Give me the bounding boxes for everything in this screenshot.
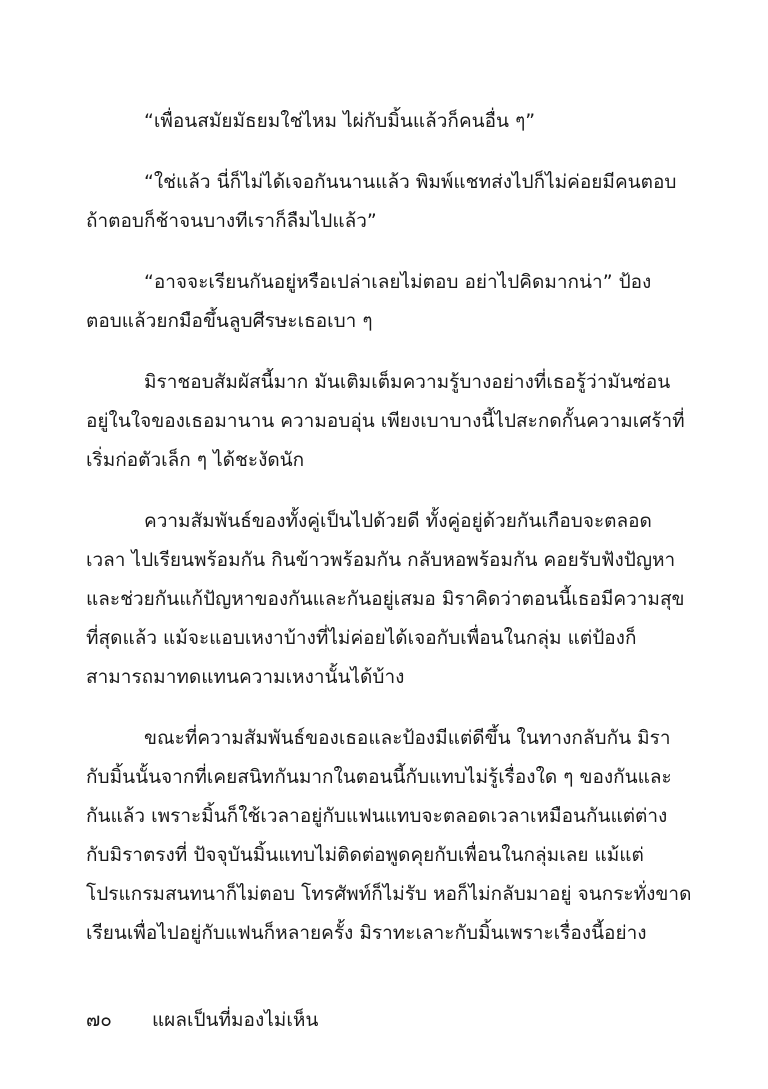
text-line: เวลา ไปเรียนพร้อมกัน กินข้าวพร้อมกัน กลับหอพร้อมกัน คอยรับฟังปัญหา [86, 549, 676, 571]
text-line: มิราชอบสัมผัสนี้มาก มันเติมเต็มความรู้บางอย่างที่เธอรู้ว่ามันซ่อน [144, 371, 671, 393]
text-line: อยู่ในใจของเธอมานาน ความอบอุ่น เพียงเบาบางนี้ไปสะกดกั้นความเศร้าที่ [86, 410, 685, 432]
book-title: แผลเป็นที่มองไม่เห็น [151, 1009, 319, 1031]
text-line: ที่สุดแล้ว แม้จะแอบเหงาบ้างที่ไม่ค่อยได้เจอกับเพื่อนในกลุ่ม แต่ป้องก็ [86, 627, 637, 649]
text-line: ความสัมพันธ์ของทั้งคู่เป็นไปด้วยดี ทั้งคู่อยู่ด้วยกันเกือบจะตลอด [144, 510, 652, 532]
text-line: “ใช่แล้ว นี่ก็ไม่ได้เจอกันนานแล้ว พิมพ์แชทส่งไปก็ไม่ค่อยมีคนตอบ [144, 171, 677, 193]
text-line: “อาจจะเรียนกันอยู่หรือเปล่าเลยไม่ตอบ อย่าไปคิดมากน่า” ป้อง [144, 271, 652, 293]
text-line: และช่วยกันแก้ปัญหาของกันและกันอยู่เสมอ มิราคิดว่าตอนนี้เธอมีความสุข [86, 588, 685, 610]
text-line: เรียนเพื่อไปอยู่กับแฟนก็หลายครั้ง มิราทะเลาะกับมิ้นเพราะเรื่องนี้อย่าง [86, 922, 647, 944]
text-line: กันแล้ว เพราะมิ้นก็ใช้เวลาอยู่กับแฟนแทบจะตลอดเวลาเหมือนกันแต่ต่าง [86, 805, 668, 827]
page-footer [86, 1006, 318, 1034]
paragraph-3 [86, 263, 666, 341]
text-line: โปรแกรมสนทนาก็ไม่ตอบ โทรศัพท์ก็ไม่รับ หอก็ไม่กลับมาอยู่ จนกระทั่งขาด [86, 883, 692, 905]
paragraph-2 [86, 163, 677, 241]
paragraph-6 [86, 719, 692, 953]
paragraph-4 [86, 363, 685, 480]
text-line: กับมิ้นนั้นจากที่เคยสนิทกันมากในตอนนี้กับแทบไม่รู้เรื่องใด ๆ ของกันและ [86, 766, 672, 788]
page-number: ๗๐ [86, 1009, 112, 1031]
text-line: สามารถมาทดแทนความเหงานั้นได้บ้าง [86, 666, 405, 688]
text-line: ขณะที่ความสัมพันธ์ของเธอและป้องมีแต่ดีขึ้น ในทางกลับกัน มิรา [144, 727, 671, 749]
text-line: กับมิราตรงที่ ปัจจุบันมิ้นแทบไม่ติดต่อพูดคุยกับเพื่อนในกลุ่มเลย แม้แต่ [86, 844, 644, 866]
text-line: “เพื่อนสมัยมัธยมใช่ไหม ไผ่กับมิ้นแล้วก็คนอื่น ๆ” [144, 110, 536, 132]
body-text [86, 102, 692, 975]
paragraph-5 [86, 502, 685, 697]
paragraph-1 [86, 102, 666, 141]
text-line: เริ่มก่อตัวเล็ก ๆ ได้ชะงัดนัก [86, 449, 305, 471]
text-line: ถ้าตอบก็ช้าจนบางทีเราก็ลืมไปแล้ว” [86, 210, 377, 232]
text-line: ตอบแล้วยกมือขึ้นลูบศีรษะเธอเบา ๆ [86, 310, 373, 332]
